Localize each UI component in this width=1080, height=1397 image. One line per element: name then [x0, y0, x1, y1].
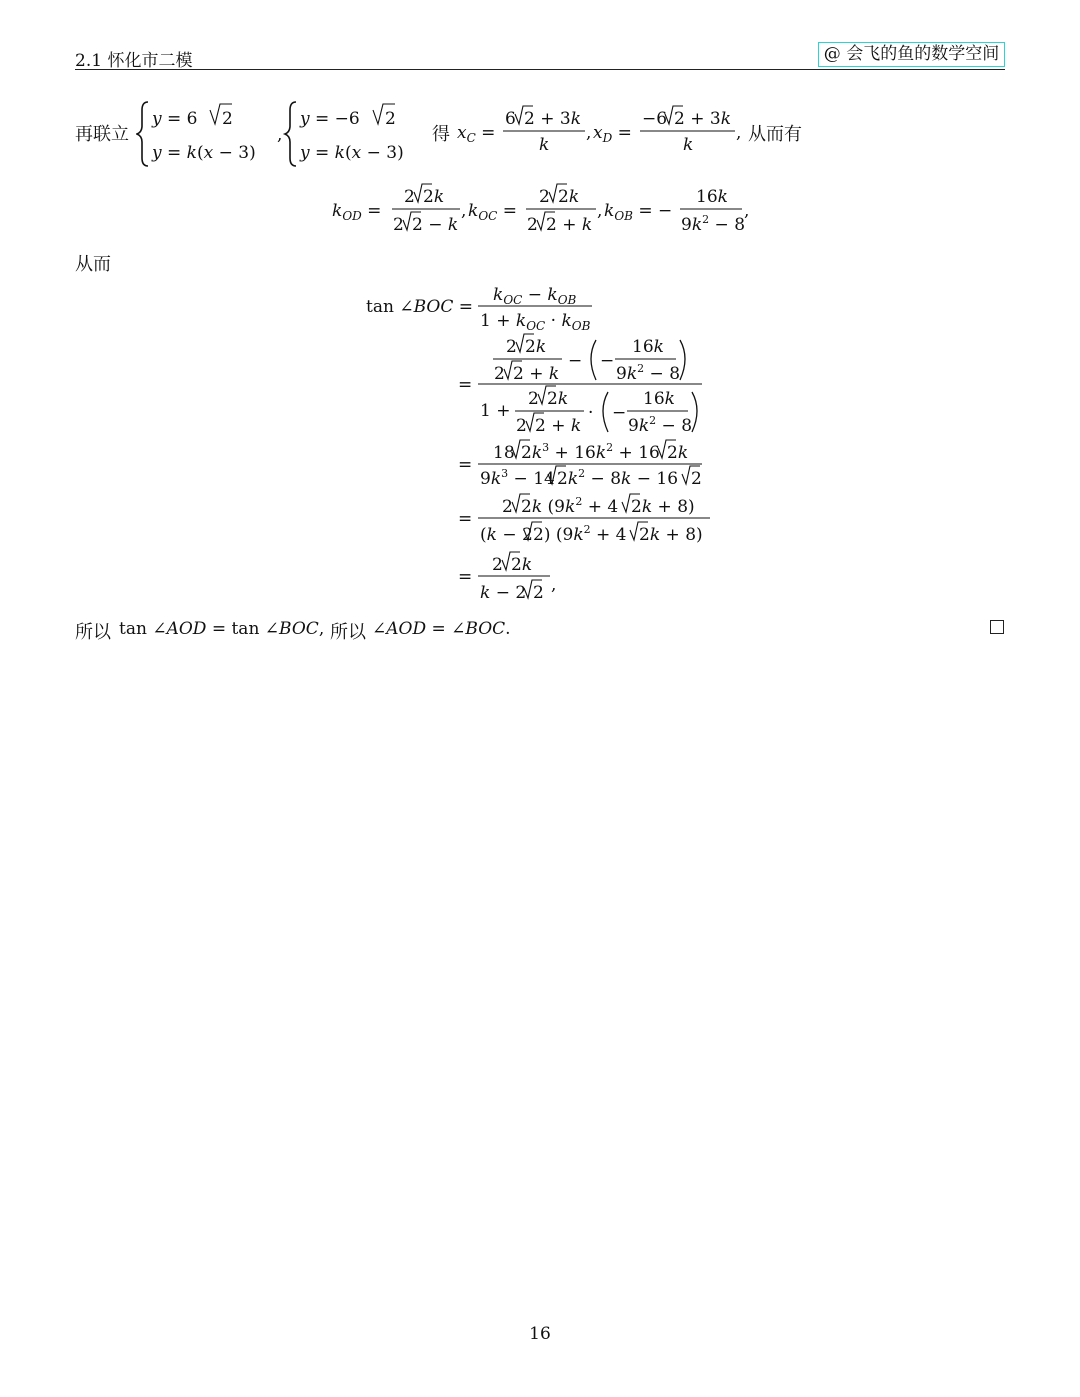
- svg-text:y = 6: y = 6: [152, 109, 198, 129]
- svg-text:kOC − kOB: $k_{OC} - k_{OB}$: [493, 285, 577, 307]
- svg-text:2: 2: [502, 497, 513, 517]
- svg-text:9k2 − 8: $9k^2 - 8$: [628, 414, 693, 436]
- svg-text:y = −6: y = −6: [300, 109, 360, 129]
- text-suoyi-2: 所以: [330, 622, 366, 643]
- svg-text:2k: 2k: [547, 389, 569, 409]
- svg-text:2 + k: 2 + k: [546, 215, 593, 235]
- equation-systems: [136, 96, 436, 172]
- svg-text:xC =: $x_C$ =: [457, 123, 496, 145]
- svg-text:9k2 − 8: $9k^2 - 8$: [681, 213, 746, 235]
- svg-text:,: ,: [744, 201, 750, 221]
- svg-text:2: 2: [222, 109, 233, 129]
- svg-text:9k2 − 8: $9k^2 - 8$: [616, 362, 681, 384]
- svg-text:−: −: [568, 351, 583, 371]
- text-suoyi-1: 所以: [75, 622, 111, 643]
- equation-tan-derivation: [360, 280, 720, 610]
- svg-text:k: k: [683, 135, 694, 155]
- svg-text:9k3 − 14: $9k^3 - 14$: [480, 467, 555, 489]
- svg-text:∠AOD = ∠BOC.: ∠AOD = ∠BOC.: [372, 619, 511, 639]
- svg-text:,: ,: [586, 123, 592, 143]
- svg-text:=: =: [458, 567, 473, 587]
- svg-text:2: 2: [539, 187, 550, 207]
- svg-text:tan ∠AOD = tan ∠BOC,: tan ∠AOD = tan ∠BOC,: [119, 619, 325, 639]
- equation-angle-eq: [370, 614, 540, 642]
- equation-tan-aod-eq: [117, 614, 327, 642]
- svg-text:−: −: [612, 403, 627, 423]
- svg-text:2 + 3k: 2 + 3k: [524, 109, 581, 129]
- svg-text:2: 2: [527, 215, 538, 235]
- svg-text:2k + 8): 2k + 8): [639, 525, 703, 545]
- svg-text:2 + k: 2 + k: [535, 416, 582, 436]
- svg-text:2 + 3k: 2 + 3k: [674, 109, 731, 129]
- svg-text:1 + kOC · kOB: $1 + k_{OC} \cdot k_{OB}$: [480, 311, 591, 333]
- svg-text:kOD =: $k_{OD}$ =: [332, 201, 382, 223]
- svg-text:,: ,: [597, 201, 603, 221]
- svg-text:y = k(x − 3): y = k(x − 3): [152, 143, 256, 163]
- svg-text:2: 2: [533, 583, 544, 603]
- svg-text:tan ∠BOC =: tan ∠BOC =: [366, 297, 473, 317]
- svg-text:16k: 16k: [632, 337, 664, 357]
- svg-text:,: ,: [551, 575, 557, 595]
- svg-text:,: ,: [736, 123, 742, 143]
- svg-text:2: 2: [404, 187, 415, 207]
- svg-text:2: 2: [393, 215, 404, 235]
- svg-text:k − 2: k − 2: [480, 583, 527, 603]
- svg-text:2: 2: [492, 555, 503, 575]
- svg-text:6: 6: [505, 109, 516, 129]
- svg-text:2 + k: 2 + k: [513, 364, 560, 384]
- svg-text:=: =: [458, 455, 473, 475]
- svg-text:−6: −6: [642, 109, 668, 129]
- svg-text:2k (9k2 + 4: 2k ($9k^2 + 4$: [521, 495, 619, 517]
- svg-text:(k − 2: (k − 2: [480, 525, 533, 545]
- text-lianli: 再联立: [75, 124, 129, 145]
- svg-text:16k: 16k: [696, 187, 728, 207]
- qed-symbol: [990, 620, 1004, 634]
- svg-text:2: 2: [506, 337, 517, 357]
- svg-text:2: 2: [516, 416, 527, 436]
- author-link[interactable]: @ 会飞的鱼的数学空间: [818, 42, 1005, 67]
- svg-text:2) (9k2 + 4: 2) ($9k^2 + 4$: [533, 523, 627, 545]
- text-de: 得: [432, 124, 450, 145]
- svg-text:=: =: [458, 375, 473, 395]
- svg-text:−: −: [600, 351, 615, 371]
- svg-text:2k + 8): 2k + 8): [631, 497, 695, 517]
- svg-text:2 − k: 2 − k: [412, 215, 459, 235]
- svg-text:·: ·: [588, 403, 594, 423]
- svg-text:16k: 16k: [643, 389, 675, 409]
- svg-text:,: ,: [277, 125, 283, 145]
- svg-text:,: ,: [461, 201, 467, 221]
- svg-text:1 +: 1 +: [480, 401, 511, 421]
- equation-xc-xd: [455, 104, 745, 160]
- svg-text:2: 2: [385, 109, 396, 129]
- svg-text:2k3 + 16k2 + 16: $2k^3 + 16k^2 + 16$: [521, 441, 660, 463]
- page-number: 16: [529, 1324, 551, 1344]
- section-title: 2.1 怀化市二模: [75, 51, 193, 71]
- svg-text:2k: 2k: [525, 337, 547, 357]
- svg-text:2k2 − 8k − 16: $2k^2 - 8k - 16$: [557, 467, 679, 489]
- equation-slopes: [330, 180, 760, 240]
- svg-text:kOB = −: $k_{OB}$ = −: [604, 201, 673, 223]
- svg-text:2: 2: [691, 469, 702, 489]
- svg-text:2k: 2k: [423, 187, 445, 207]
- svg-text:2k: 2k: [511, 555, 533, 575]
- svg-text:=: =: [458, 509, 473, 529]
- text-conger: 从而: [75, 254, 111, 275]
- header-rule: [75, 69, 1005, 70]
- svg-text:18: 18: [493, 443, 515, 463]
- text-congeryou: 从而有: [748, 124, 802, 145]
- svg-text:k: k: [539, 135, 550, 155]
- svg-text:xD =: $x_D$ =: [593, 123, 632, 145]
- svg-text:2k: 2k: [558, 187, 580, 207]
- svg-text:2: 2: [528, 389, 539, 409]
- svg-text:kOC =: $k_{OC}$ =: [468, 201, 517, 223]
- svg-text:y = k(x − 3): y = k(x − 3): [300, 143, 404, 163]
- svg-text:2k: 2k: [667, 443, 689, 463]
- svg-text:2: 2: [494, 364, 505, 384]
